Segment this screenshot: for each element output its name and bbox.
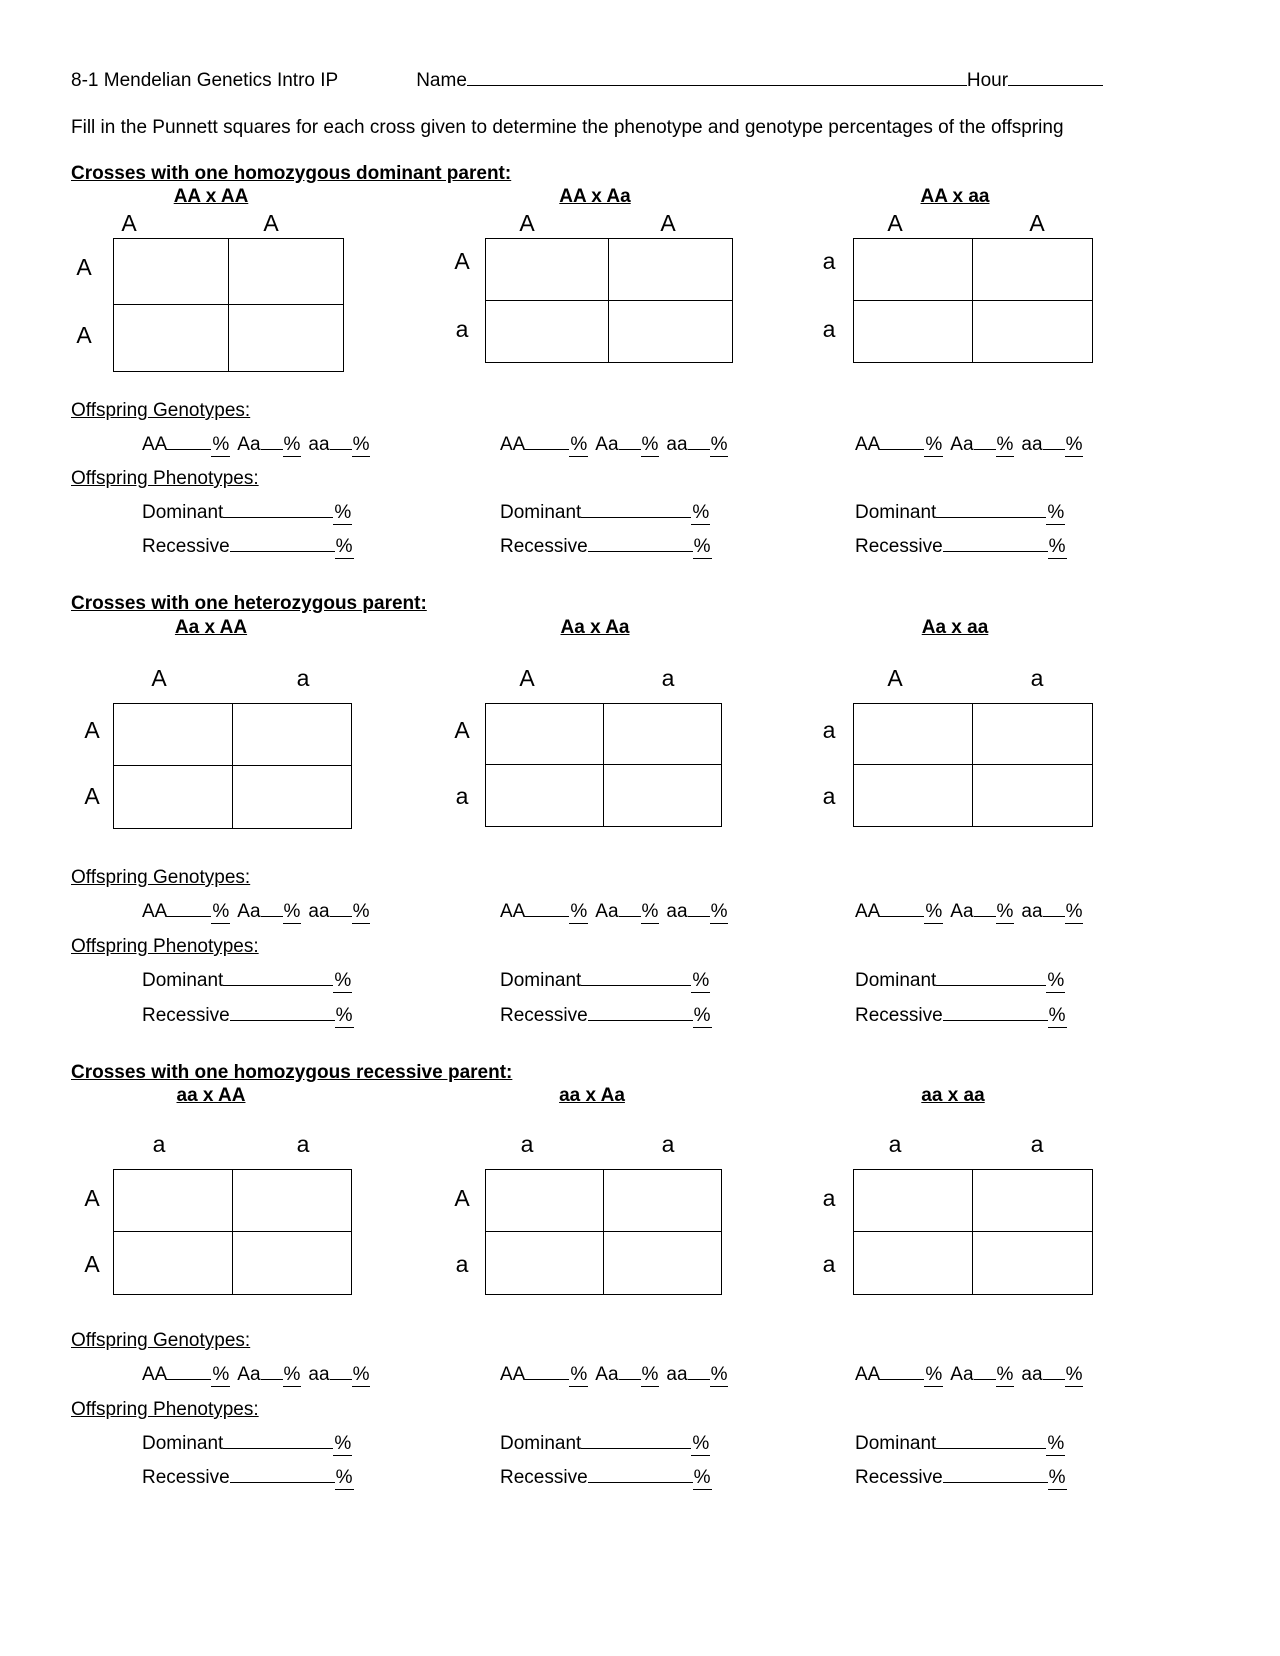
cross-block-aa-x-aa-4 (71, 617, 391, 837)
punnett-cell[interactable] (233, 1232, 352, 1294)
col-allele-1: A (887, 210, 903, 236)
percent-sign: % (334, 502, 352, 523)
col-allele-1: A (519, 210, 535, 236)
percent-sign: % (334, 970, 352, 991)
punnett-cell[interactable] (854, 704, 973, 765)
cross-title: Aa x Aa (560, 617, 630, 638)
cross-title: Aa x aa (921, 617, 989, 638)
genotype-heterozygous-blank[interactable] (974, 902, 996, 917)
dominant-answer-line-6[interactable] (855, 970, 1065, 993)
recessive-blank[interactable] (588, 1468, 693, 1483)
dominant-label: Dominant (855, 502, 937, 523)
genotype-aa-recessive-label: aa (308, 901, 330, 922)
genotype-heterozygous-label: Aa (595, 901, 619, 922)
dominant-answer-line-2[interactable] (500, 502, 710, 525)
genotype-heterozygous-blank[interactable] (619, 1365, 641, 1380)
col-allele-1: A (519, 665, 535, 691)
row-allele-1: A (84, 717, 100, 743)
row-allele-1: A (454, 1185, 470, 1211)
punnett-cell[interactable] (486, 301, 609, 363)
row-allele-2: A (76, 322, 92, 348)
recessive-blank[interactable] (588, 1006, 693, 1021)
col-allele-2: a (661, 1131, 675, 1157)
genotype-aa-dominant-blank[interactable] (525, 435, 569, 450)
punnett-cell[interactable] (114, 766, 233, 828)
row-allele-1: a (822, 717, 836, 743)
percent-sign: % (212, 901, 230, 922)
punnett-cell[interactable] (604, 1232, 722, 1294)
dominant-blank[interactable] (936, 971, 1046, 986)
recessive-answer-line-4[interactable] (142, 1005, 354, 1028)
genotype-aa-dominant-label: AA (855, 1364, 881, 1385)
genotype-aa-dominant-blank[interactable] (880, 1365, 924, 1380)
section-heading-homozygous-dominant: Crosses with one homozygous dominant parent: (71, 163, 512, 184)
genotype-aa-dominant-label: AA (142, 1364, 168, 1385)
punnett-cell[interactable] (486, 765, 604, 826)
offspring-phenotypes-label-1: Offspring Phenotypes: (71, 468, 259, 489)
percent-sign: % (335, 536, 353, 557)
punnett-cell[interactable] (973, 239, 1092, 301)
punnett-cell[interactable] (233, 766, 352, 828)
dominant-answer-line-7[interactable] (142, 1433, 352, 1456)
recessive-label: Recessive (500, 536, 588, 557)
genotype-heterozygous-blank[interactable] (261, 902, 283, 917)
recessive-blank[interactable] (230, 1468, 335, 1483)
genotype-aa-recessive-blank[interactable] (1043, 435, 1065, 450)
percent-sign: % (1065, 1364, 1083, 1385)
instructions-text: Fill in the Punnett squares for each cross given to determine the phenotype and genotype percentages of the offspring (71, 117, 1064, 138)
punnett-cell[interactable] (114, 1232, 233, 1294)
percent-sign: % (1047, 502, 1065, 523)
cross-block-aa-x-aa-1 (71, 186, 371, 386)
punnett-cell[interactable] (973, 1170, 1092, 1232)
punnett-cell[interactable] (854, 239, 973, 301)
genotype-aa-recessive-label: aa (1021, 1364, 1043, 1385)
genotype-heterozygous-blank[interactable] (619, 435, 641, 450)
dominant-label: Dominant (142, 1433, 224, 1454)
punnett-cell[interactable] (854, 1170, 973, 1232)
punnett-square[interactable] (853, 703, 1093, 827)
genotype-aa-dominant-label: AA (500, 901, 526, 922)
hour-label: Hour (966, 70, 1009, 91)
punnett-cell[interactable] (233, 1170, 352, 1232)
genotype-aa-recessive-blank[interactable] (330, 435, 352, 450)
cross-block-aa-x-aa-3 (805, 186, 1125, 386)
punnett-cell[interactable] (486, 704, 604, 765)
punnett-cell[interactable] (854, 765, 973, 826)
punnett-cell[interactable] (604, 765, 722, 826)
offspring-genotypes-label-2: Offspring Genotypes: (71, 867, 251, 888)
recessive-answer-line-1[interactable] (142, 536, 354, 559)
cross-title: aa x Aa (559, 1085, 625, 1106)
punnett-cell[interactable] (973, 1232, 1092, 1294)
punnett-cell[interactable] (114, 239, 229, 305)
cross-title: aa x aa (921, 1085, 985, 1106)
dominant-answer-line-3[interactable] (855, 502, 1065, 525)
cross-block-aa-x-aa-2 (440, 186, 760, 386)
genotype-answer-line-8[interactable] (500, 1364, 728, 1387)
genotype-answer-line-1[interactable] (142, 434, 370, 457)
row-allele-2: a (822, 1251, 836, 1277)
row-allele-1: a (822, 1185, 836, 1211)
percent-sign: % (996, 1364, 1014, 1385)
genotype-answer-line-4[interactable] (142, 901, 370, 924)
punnett-cell[interactable] (233, 704, 352, 766)
cross-block-aa-x-aa-6 (805, 617, 1125, 837)
genotype-aa-dominant-blank[interactable] (880, 902, 924, 917)
cross-title: Aa x AA (174, 617, 248, 638)
percent-sign: % (352, 1364, 370, 1385)
genotype-aa-dominant-blank[interactable] (525, 902, 569, 917)
percent-sign: % (212, 434, 230, 455)
recessive-label: Recessive (142, 1005, 230, 1026)
punnett-cell[interactable] (973, 301, 1092, 363)
genotype-aa-recessive-label: aa (666, 1364, 688, 1385)
punnett-square[interactable] (113, 703, 352, 829)
punnett-cell[interactable] (973, 765, 1092, 826)
document-title: 8-1 Mendelian Genetics Intro IP (71, 70, 339, 91)
row-allele-1: a (822, 248, 836, 274)
row-allele-2: A (84, 1251, 100, 1277)
percent-sign: % (283, 901, 301, 922)
recessive-label: Recessive (142, 536, 230, 557)
genotype-heterozygous-label: Aa (237, 434, 261, 455)
percent-sign: % (641, 1364, 659, 1385)
punnett-square[interactable] (485, 238, 733, 363)
row-allele-1: A (76, 254, 92, 280)
genotype-heterozygous-label: Aa (237, 901, 261, 922)
col-allele-1: A (887, 665, 903, 691)
percent-sign: % (641, 901, 659, 922)
name-label: Name (416, 70, 467, 91)
recessive-blank[interactable] (943, 1468, 1048, 1483)
percent-sign: % (1048, 536, 1066, 557)
genotype-aa-recessive-blank[interactable] (330, 1365, 352, 1380)
genotype-aa-dominant-blank[interactable] (167, 435, 211, 450)
recessive-answer-line-6[interactable] (855, 1005, 1067, 1028)
genotype-aa-recessive-blank[interactable] (330, 902, 352, 917)
percent-sign: % (283, 1364, 301, 1385)
col-allele-2: A (1029, 210, 1045, 236)
genotype-heterozygous-label: Aa (950, 434, 974, 455)
percent-sign: % (1065, 434, 1083, 455)
row-allele-2: a (455, 1251, 469, 1277)
punnett-square[interactable] (113, 238, 344, 372)
genotype-answer-line-7[interactable] (142, 1364, 370, 1387)
recessive-blank[interactable] (943, 537, 1048, 552)
genotype-heterozygous-label: Aa (950, 901, 974, 922)
dominant-label: Dominant (500, 970, 582, 991)
percent-sign: % (1065, 901, 1083, 922)
cross-block-aa-x-aa-9 (805, 1085, 1125, 1305)
dominant-blank[interactable] (936, 503, 1046, 518)
genotype-aa-recessive-blank[interactable] (688, 435, 710, 450)
col-allele-2: A (660, 210, 676, 236)
genotype-aa-dominant-blank[interactable] (167, 902, 211, 917)
dominant-answer-line-1[interactable] (142, 502, 352, 525)
recessive-label: Recessive (142, 1467, 230, 1488)
recessive-answer-line-2[interactable] (500, 536, 712, 559)
col-allele-2: A (263, 210, 279, 236)
dominant-answer-line-4[interactable] (142, 970, 352, 993)
dominant-label: Dominant (142, 502, 224, 523)
genotype-heterozygous-blank[interactable] (974, 435, 996, 450)
genotype-aa-recessive-blank[interactable] (1043, 902, 1065, 917)
punnett-cell[interactable] (486, 239, 609, 301)
percent-sign: % (710, 1364, 728, 1385)
dominant-blank[interactable] (223, 1434, 333, 1449)
genotype-answer-line-9[interactable] (855, 1364, 1083, 1387)
genotype-aa-recessive-label: aa (666, 901, 688, 922)
genotype-heterozygous-blank[interactable] (261, 1365, 283, 1380)
dominant-blank[interactable] (581, 503, 691, 518)
recessive-answer-line-9[interactable] (855, 1467, 1067, 1490)
percent-sign: % (996, 901, 1014, 922)
recessive-label: Recessive (855, 536, 943, 557)
genotype-aa-recessive-label: aa (1021, 901, 1043, 922)
section-heading-heterozygous: Crosses with one heterozygous parent: (71, 593, 427, 614)
percent-sign: % (692, 1433, 710, 1454)
genotype-answer-line-2[interactable] (500, 434, 728, 457)
genotype-heterozygous-label: Aa (237, 1364, 261, 1385)
recessive-blank[interactable] (230, 537, 335, 552)
genotype-aa-recessive-label: aa (308, 434, 330, 455)
punnett-cell[interactable] (604, 704, 722, 765)
col-allele-1: A (121, 210, 137, 236)
percent-sign: % (693, 536, 711, 557)
col-allele-1: a (520, 1131, 534, 1157)
row-allele-2: a (455, 316, 469, 342)
percent-sign: % (1048, 1467, 1066, 1488)
genotype-aa-recessive-label: aa (308, 1364, 330, 1385)
percent-sign: % (570, 901, 588, 922)
offspring-genotypes-label-3: Offspring Genotypes: (71, 1330, 251, 1351)
percent-sign: % (693, 1005, 711, 1026)
dominant-answer-line-8[interactable] (500, 1433, 710, 1456)
percent-sign: % (693, 1467, 711, 1488)
punnett-cell[interactable] (609, 239, 732, 301)
dominant-blank[interactable] (223, 503, 333, 518)
genotype-aa-dominant-label: AA (500, 1364, 526, 1385)
percent-sign: % (1047, 970, 1065, 991)
recessive-label: Recessive (500, 1005, 588, 1026)
genotype-aa-dominant-blank[interactable] (525, 1365, 569, 1380)
percent-sign: % (334, 1433, 352, 1454)
row-allele-2: a (822, 316, 836, 342)
recessive-answer-line-3[interactable] (855, 536, 1067, 559)
dominant-label: Dominant (855, 1433, 937, 1454)
punnett-cell[interactable] (854, 1232, 973, 1294)
cross-title: aa x AA (176, 1085, 246, 1106)
genotype-aa-recessive-label: aa (666, 434, 688, 455)
punnett-cell[interactable] (114, 704, 233, 766)
punnett-cell[interactable] (486, 1170, 604, 1232)
genotype-answer-line-5[interactable] (500, 901, 728, 924)
col-allele-2: a (296, 665, 310, 691)
punnett-square[interactable] (485, 1169, 722, 1295)
row-allele-1: A (454, 248, 470, 274)
recessive-blank[interactable] (230, 1006, 335, 1021)
recessive-blank[interactable] (943, 1006, 1048, 1021)
recessive-answer-line-8[interactable] (500, 1467, 712, 1490)
row-allele-2: a (455, 783, 469, 809)
dominant-answer-line-9[interactable] (855, 1433, 1065, 1456)
genotype-heterozygous-blank[interactable] (619, 902, 641, 917)
row-allele-1: A (454, 717, 470, 743)
hour-blank-field[interactable] (1008, 70, 1103, 86)
percent-sign: % (925, 1364, 943, 1385)
recessive-label: Recessive (855, 1467, 943, 1488)
recessive-answer-line-7[interactable] (142, 1467, 354, 1490)
genotype-aa-dominant-label: AA (142, 901, 168, 922)
cross-title: AA x Aa (559, 186, 631, 207)
name-blank-field[interactable] (467, 70, 967, 86)
offspring-phenotypes-label-2: Offspring Phenotypes: (71, 936, 259, 957)
genotype-aa-recessive-label: aa (1021, 434, 1043, 455)
genotype-aa-dominant-label: AA (855, 434, 881, 455)
punnett-cell[interactable] (114, 1170, 233, 1232)
genotype-aa-dominant-label: AA (855, 901, 881, 922)
dominant-label: Dominant (500, 1433, 582, 1454)
cross-block-aa-x-aa-7 (71, 1085, 391, 1305)
row-allele-1: A (84, 1185, 100, 1211)
genotype-aa-recessive-blank[interactable] (688, 1365, 710, 1380)
section-heading-homozygous-recessive: Crosses with one homozygous recessive parent: (71, 1062, 513, 1083)
offspring-genotypes-label-1: Offspring Genotypes: (71, 400, 251, 421)
col-allele-1: a (888, 1131, 902, 1157)
col-allele-2: a (1030, 665, 1044, 691)
recessive-answer-line-5[interactable] (500, 1005, 712, 1028)
percent-sign: % (925, 901, 943, 922)
cross-title: AA x AA (173, 186, 249, 207)
row-allele-2: A (84, 783, 100, 809)
punnett-cell[interactable] (854, 301, 973, 363)
cross-block-aa-x-aa-8 (440, 1085, 760, 1305)
genotype-heterozygous-blank[interactable] (261, 435, 283, 450)
dominant-label: Dominant (855, 970, 937, 991)
genotype-answer-line-3[interactable] (855, 434, 1083, 457)
percent-sign: % (692, 970, 710, 991)
recessive-blank[interactable] (588, 537, 693, 552)
punnett-cell[interactable] (229, 239, 344, 305)
percent-sign: % (710, 434, 728, 455)
punnett-square[interactable] (485, 703, 722, 827)
percent-sign: % (335, 1005, 353, 1026)
offspring-phenotypes-label-3: Offspring Phenotypes: (71, 1399, 259, 1420)
percent-sign: % (570, 434, 588, 455)
genotype-heterozygous-blank[interactable] (974, 1365, 996, 1380)
percent-sign: % (692, 502, 710, 523)
dominant-label: Dominant (142, 970, 224, 991)
dominant-blank[interactable] (223, 971, 333, 986)
percent-sign: % (1048, 1005, 1066, 1026)
percent-sign: % (335, 1467, 353, 1488)
recessive-label: Recessive (855, 1005, 943, 1026)
punnett-square[interactable] (853, 238, 1093, 363)
genotype-aa-dominant-label: AA (142, 434, 168, 455)
genotype-aa-recessive-blank[interactable] (688, 902, 710, 917)
genotype-heterozygous-label: Aa (595, 434, 619, 455)
percent-sign: % (283, 434, 301, 455)
punnett-cell[interactable] (114, 305, 229, 371)
percent-sign: % (925, 434, 943, 455)
percent-sign: % (352, 901, 370, 922)
percent-sign: % (1047, 1433, 1065, 1454)
dominant-blank[interactable] (581, 1434, 691, 1449)
punnett-cell[interactable] (229, 305, 344, 371)
percent-sign: % (352, 434, 370, 455)
col-allele-1: A (151, 665, 167, 691)
cross-block-aa-x-aa-5 (440, 617, 760, 837)
punnett-cell[interactable] (486, 1232, 604, 1294)
punnett-cell[interactable] (604, 1170, 722, 1232)
genotype-heterozygous-label: Aa (595, 1364, 619, 1385)
genotype-aa-dominant-blank[interactable] (880, 435, 924, 450)
col-allele-2: a (661, 665, 675, 691)
col-allele-2: a (1030, 1131, 1044, 1157)
percent-sign: % (996, 434, 1014, 455)
genotype-aa-dominant-blank[interactable] (167, 1365, 211, 1380)
percent-sign: % (212, 1364, 230, 1385)
recessive-label: Recessive (500, 1467, 588, 1488)
genotype-aa-recessive-blank[interactable] (1043, 1365, 1065, 1380)
genotype-aa-dominant-label: AA (500, 434, 526, 455)
col-allele-1: a (152, 1131, 166, 1157)
dominant-blank[interactable] (581, 971, 691, 986)
genotype-heterozygous-label: Aa (950, 1364, 974, 1385)
dominant-answer-line-5[interactable] (500, 970, 710, 993)
col-allele-2: a (296, 1131, 310, 1157)
document-header (71, 70, 1146, 98)
row-allele-2: a (822, 783, 836, 809)
punnett-square[interactable] (113, 1169, 352, 1295)
dominant-label: Dominant (500, 502, 582, 523)
punnett-cell[interactable] (973, 704, 1092, 765)
percent-sign: % (641, 434, 659, 455)
dominant-blank[interactable] (936, 1434, 1046, 1449)
punnett-cell[interactable] (609, 301, 732, 363)
percent-sign: % (710, 901, 728, 922)
percent-sign: % (570, 1364, 588, 1385)
punnett-square[interactable] (853, 1169, 1093, 1295)
cross-title: AA x aa (920, 186, 990, 207)
genotype-answer-line-6[interactable] (855, 901, 1083, 924)
